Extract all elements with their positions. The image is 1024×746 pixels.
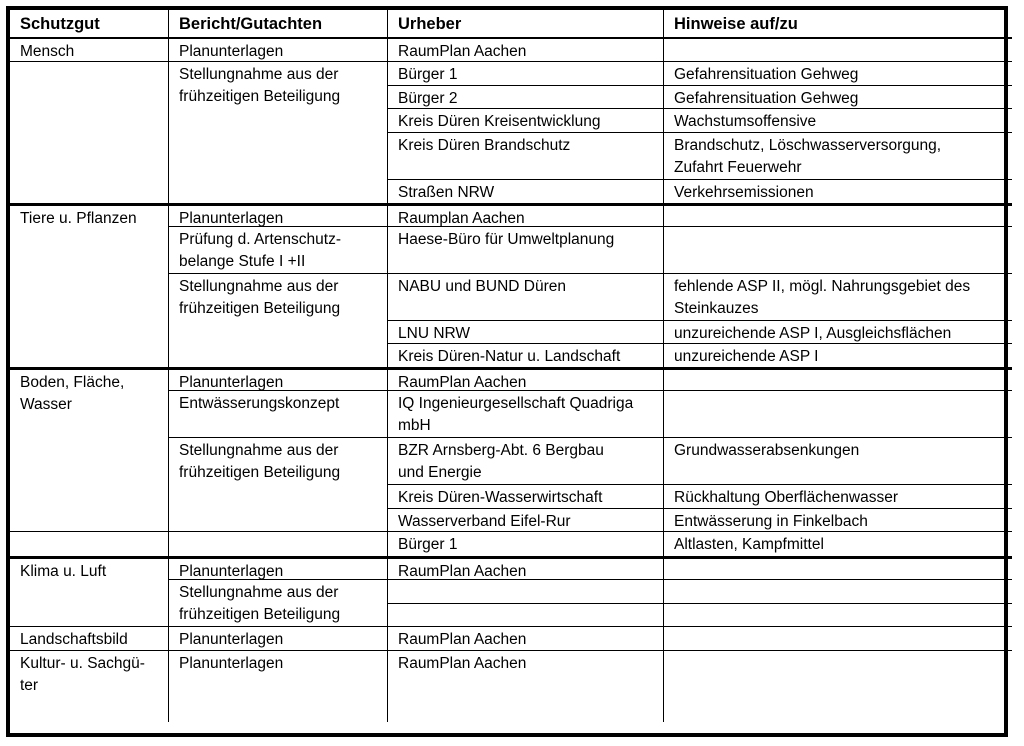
hinweis-cell: Brandschutz, Löschwasserversorgung, Zufahrt Feuerwehr <box>664 133 1012 180</box>
hinweis-cell <box>664 580 1012 604</box>
urheber-cell: Wasserverband Eifel-Rur <box>388 509 664 532</box>
bericht-cell: Planunterlagen <box>169 651 388 722</box>
hinweis-cell <box>664 227 1012 274</box>
hinweis-cell <box>664 556 1012 580</box>
bericht-cell: Stellungnahme aus der frühzeitigen Beteiligung <box>169 580 388 627</box>
hinweis-cell: unzureichende ASP I <box>674 348 819 365</box>
hinweis-cell: Rückhaltung Oberflächenwasser <box>664 485 1012 509</box>
urheber-cell: BZR Arnsberg-Abt. 6 Bergbau und Energie <box>388 438 664 485</box>
hinweis-cell <box>664 604 1012 627</box>
schutzgut-mensch: Mensch <box>10 39 169 62</box>
bericht-cell: Planunterlagen <box>169 556 388 580</box>
hinweis-cell: Wachstumsoffensive <box>664 109 1012 133</box>
bericht-cell: Stellungnahme aus der frühzeitigen Beteiligung <box>169 274 388 367</box>
bericht-cell: Planunterlagen <box>169 367 388 391</box>
hinweis-cell <box>664 203 1012 227</box>
schutzgut-landschaft: Landschaftsbild <box>10 627 169 651</box>
hinweis-cell: Verkehrsemissionen <box>674 184 814 201</box>
bericht-cell: Planunterlagen <box>169 203 388 227</box>
header-hinweise: Hinweise auf/zu <box>664 10 1012 39</box>
bericht-cell: Stellungnahme aus der frühzeitigen Beteiligung <box>169 62 388 203</box>
urheber-cell: Kreis Düren Brandschutz <box>388 133 664 180</box>
bericht-cell: Entwässerungskonzept <box>169 391 388 438</box>
hinweis-cell: Altlasten, Kampfmittel <box>674 536 824 553</box>
schutzgut-klima: Klima u. Luft <box>10 556 169 627</box>
bericht-cell: Stellungnahme aus der frühzeitigen Beteiligung <box>169 438 388 532</box>
urheber-cell: LNU NRW <box>388 321 664 344</box>
hinweis-cell <box>664 627 1012 651</box>
hinweis-cell: unzureichende ASP I, Ausgleichsflächen <box>664 321 1012 344</box>
header-bericht: Bericht/Gutachten <box>169 10 388 39</box>
hinweis-cell: fehlende ASP II, mögl. Nahrungsgebiet des Steinkauzes <box>664 274 1012 321</box>
urheber-cell: IQ Ingenieurgesellschaft Quadriga mbH <box>388 391 664 438</box>
schutzgut-kultur: Kultur- u. Sachgü- ter <box>10 651 169 722</box>
hinweis-cell: Gefahrensituation Gehweg <box>664 86 1012 109</box>
schutzgut-boden: Boden, Fläche, Wasser <box>10 367 169 532</box>
urheber-cell: Kreis Düren-Natur u. Landschaft <box>388 344 664 367</box>
header-schutzgut: Schutzgut <box>10 10 169 39</box>
hinweis-cell: Gefahrensituation Gehweg <box>664 62 1012 86</box>
urheber-cell: RaumPlan Aachen <box>388 651 664 722</box>
urheber-cell: RaumPlan Aachen <box>388 39 664 62</box>
hinweis-cell <box>664 391 1012 438</box>
urheber-cell <box>388 604 664 627</box>
urheber-cell: Kreis Düren Kreisentwicklung <box>388 109 664 133</box>
schutzgut-tiere: Tiere u. Pflanzen <box>10 203 169 367</box>
bericht-cell: Planunterlagen <box>169 39 388 62</box>
urheber-cell: Bürger 2 <box>388 86 664 109</box>
hinweis-cell: Grundwasserabsenkungen <box>664 438 1012 485</box>
hinweis-cell: Entwässerung in Finkelbach <box>664 509 1012 532</box>
empty-cell <box>10 532 169 556</box>
urheber-cell: Bürger 1 <box>388 62 664 86</box>
urheber-cell: Haese-Büro für Umweltplanung <box>388 227 664 274</box>
urheber-cell: Kreis Düren-Wasserwirtschaft <box>388 485 664 509</box>
empty-cell <box>169 532 388 556</box>
urheber-cell: RaumPlan Aachen <box>388 556 664 580</box>
urheber-cell: Raumplan Aachen <box>388 203 664 227</box>
hinweis-cell <box>664 367 1012 391</box>
schutzgut-mensch-span <box>10 62 169 203</box>
urheber-cell: Bürger 1 <box>388 532 664 556</box>
urheber-cell: Straßen NRW <box>388 180 664 203</box>
header-urheber: Urheber <box>388 10 664 39</box>
urheber-cell: RaumPlan Aachen <box>388 367 664 391</box>
schutzgut-table <box>6 6 1008 737</box>
urheber-cell <box>388 580 664 604</box>
urheber-cell: NABU und BUND Düren <box>388 274 664 321</box>
hinweis-cell <box>664 651 1012 722</box>
hinweis-cell <box>664 39 1012 62</box>
bericht-cell: Planunterlagen <box>169 627 388 651</box>
bericht-cell: Prüfung d. Artenschutz- belange Stufe I +II <box>169 227 388 274</box>
urheber-cell: RaumPlan Aachen <box>388 627 664 651</box>
